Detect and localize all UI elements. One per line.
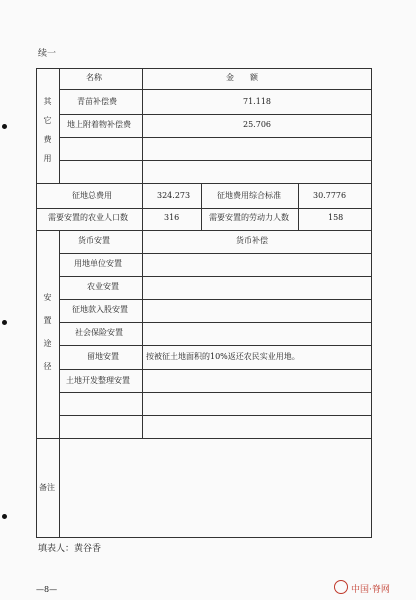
watermark-logo-icon [334,580,348,594]
page-number: —8— [36,585,58,594]
cost-row-amount: 71.118 [243,97,271,106]
remarks-label: 备注 [39,483,55,492]
resettlement-row-name: 货币安置 [78,236,110,245]
resettlement-row-value: 按被征土地面积的10%返还农民实业用地。 [146,352,300,361]
watermark-text: 中国·脊网 [351,585,390,595]
binding-hole-middle [2,320,7,325]
resettlement-row-name: 土地开发整理安置 [66,376,130,385]
col-amount-header: 金 额 [226,73,258,82]
other-costs-section-text: 其它费用 [43,97,52,163]
binding-hole-top [2,124,7,129]
labor-count-value: 158 [328,213,344,222]
resettlement-row-name: 社会保险安置 [75,328,123,337]
resettlement-row-name: 征地款入股安置 [72,305,128,314]
total-cost-label: 征地总费用 [72,191,112,200]
total-cost-value: 324.273 [157,191,191,200]
binding-hole-bottom [2,514,7,519]
agri-population-value: 316 [164,213,180,222]
resettlement-row-name: 留地安置 [87,352,119,361]
resettlement-section-label [43,286,53,378]
resettlement-row-name: 农业安置 [87,282,119,291]
cost-row-amount: 25.706 [243,120,271,129]
filler-signature: 填表人：黄谷香 [38,544,102,554]
col-name-header: 名称 [86,73,102,82]
resettlement-section-text: 安置途径 [43,293,52,371]
labor-count-label: 需要安置的劳动力人数 [209,213,289,222]
resettlement-row-name: 用地单位安置 [74,259,122,268]
other-costs-section-label [43,92,53,168]
cost-row-name: 青苗补偿费 [77,97,117,106]
cost-standard-label: 征地费用综合标准 [217,191,281,200]
agri-population-label: 需要安置的农业人口数 [48,213,128,222]
resettlement-row-value: 货币补偿 [236,236,268,245]
continued-label: 续一 [38,49,57,59]
cost-standard-value: 30.7776 [313,191,347,200]
cost-row-name: 地上附着物补偿费 [67,120,131,129]
